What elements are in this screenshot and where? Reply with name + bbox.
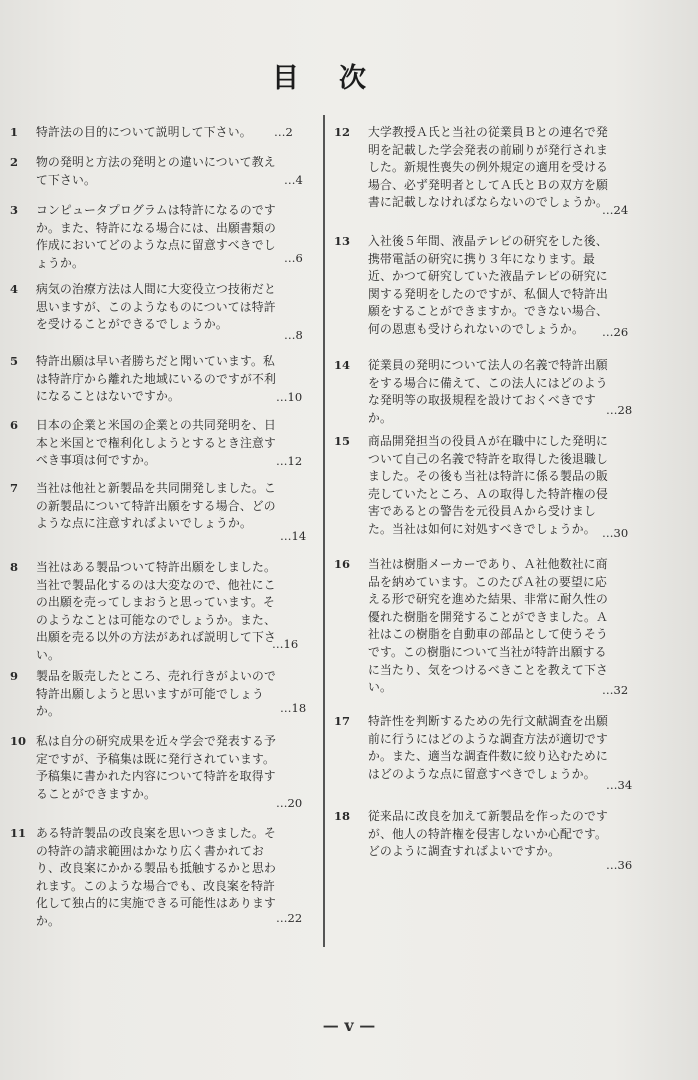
toc-entry-text: 商品開発担当の役員Ａが在職中にした発明について自己の名義で特許を取得した後退職しました。その後も当社は特許に係る製品の販売していたところ、Ａの取得した特許権の侵害であるとの警告を元役員Ａから受けました。当社は如何に対処すべきでしょうか。 <box>368 434 608 536</box>
toc-entry-text: 当社は他社と新製品を共同開発しました。この新製品について特許出願をする場合、どのような点に注意すればよいでしょうか。 <box>36 481 276 531</box>
toc-entry-text: 当社は樹脂メーカーであり、Ａ社他数社に商品を納めています。このたびＡ社の要望に応える形で研究を進めた結果、非常に耐久性の優れた樹脂を開発することができました。Ａ社はこの樹脂を自動車の部品として使うそうです。この樹脂について当社が特許出願するに当たり、気をつけるべきことを教えて下さい。 <box>368 557 608 695</box>
toc-entry-number: 15 <box>334 434 351 448</box>
toc-entry-number: 7 <box>10 481 19 495</box>
toc-entry-page: …34 <box>606 778 633 792</box>
toc-entry-text: 製品を販売したところ、売れ行きがよいので特許出願しようと思いますが可能でしょうか。 <box>36 669 276 719</box>
title-char-right: 次 <box>339 63 366 94</box>
toc-entry-number: 16 <box>334 557 351 571</box>
toc-entry-text: 大学教授Ａ氏と当社の従業員Ｂとの連名で発明を記載した学会発表の前刷りが発行されました。新規性喪失の例外規定の適用を受ける場合、必ず発明者としてＡ氏とＢの双方を願書に記載しなければならないのでしょうか。 <box>368 125 608 210</box>
toc-entry-page: …30 <box>602 526 629 540</box>
toc-entry-page: …12 <box>276 454 303 468</box>
toc-entry-page: …32 <box>602 683 629 697</box>
toc-entry-page: …16 <box>272 637 299 651</box>
toc-entry-page: …36 <box>606 858 633 872</box>
toc-entry-page: …26 <box>602 325 629 339</box>
toc-entry-page: …28 <box>606 403 633 417</box>
toc-entry-text: 日本の企業と米国の企業との共同発明を、日本と米国とで権利化しようとするとき注意すべき事項は何ですか。 <box>36 418 276 468</box>
toc-entry-text: 従業員の発明について法人の名義で特許出願をする場合に備えて、この法人にはどのような発明等の取扱規程を設けておくべきですか。 <box>368 358 608 425</box>
toc-entry-page: …24 <box>602 203 629 217</box>
toc-entry-text: 入社後５年間、液晶テレビの研究をした後、携帯電話の研究に携り３年になります。最近、かつて研究していた液晶テレビの研究に関する発明をしたのですが、私個人で特許出願をすることができますか。できない場合、何の恩恵も受けられないのでしょうか。 <box>368 234 608 336</box>
toc-entry-number: 1 <box>10 125 19 139</box>
toc-entry-number: 12 <box>334 125 351 139</box>
toc-entry-number: 18 <box>334 809 351 823</box>
toc-entry-text: 特許性を判断するための先行文献調査を出願前に行うにはどのような調査方法が適切ですか。また、適当な調査件数に絞り込むためにはどのような点に留意すべきでしょうか。 <box>368 714 608 781</box>
toc-entry-number: 6 <box>10 418 19 432</box>
toc-entry-number: 17 <box>334 714 351 728</box>
toc-entry-text: 従来品に改良を加えて新製品を作ったのですが、他人の特許権を侵害しないか心配です。どのように調査すればよいですか。 <box>368 809 608 859</box>
toc-entry-text: 病気の治療方法は人間に大変役立つ技術だと思いますが、このようなものについては特許を受けることができるでしょうか。 <box>36 282 276 332</box>
toc-entry-text: 当社はある製品ついて特許出願をしました。当社で製品化するのは大変なので、他社にこの出願を売ってしまおうと思っています。そのようなことは可能なのでしょうか。また、出願を売る以外の方法があれば説明して下さい。 <box>36 560 276 662</box>
toc-entry-text: 物の発明と方法の発明との違いについて教えて下さい。 <box>36 155 276 187</box>
toc-entry-text: 特許法の目的について説明して下さい。 <box>36 125 252 139</box>
toc-entry-page: …10 <box>276 390 303 404</box>
toc-entry-number: 10 <box>10 734 27 748</box>
toc-entry-text: 特許出願は早い者勝ちだと聞いています。私は特許庁から離れた地域にいるのですが不利になることはないですか。 <box>36 354 276 404</box>
toc-entry-number: 2 <box>10 155 19 169</box>
title-char-left: 目 <box>272 63 299 94</box>
toc-entry-number: 14 <box>334 358 351 372</box>
toc-entry-number: 4 <box>10 282 19 296</box>
toc-entry-number: 5 <box>10 354 19 368</box>
page-number: — v — <box>322 1016 376 1035</box>
toc-entry-page: …8 <box>284 328 303 342</box>
toc-entry-number: 8 <box>10 560 19 574</box>
toc-entry-text: 私は自分の研究成果を近々学会で発表する予定ですが、予稿集は既に発行されています。予稿集に書かれた内容について特許を取得することができますか。 <box>36 734 276 801</box>
toc-entry-page: …6 <box>284 251 303 265</box>
toc-entry-page: …14 <box>280 529 307 543</box>
toc-entry-page: …2 <box>274 125 293 139</box>
toc-entry-number: 9 <box>10 669 19 683</box>
toc-entry-page: …4 <box>284 173 303 187</box>
toc-entry-number: 11 <box>10 826 27 840</box>
toc-entry-number: 3 <box>10 203 19 217</box>
toc-entry-number: 13 <box>334 234 351 248</box>
toc-entry-text: コンピュータプログラムは特許になるのですか。また、特許になる場合には、出願書類の作成においてどのような点に留意すべきでしょうか。 <box>36 203 276 270</box>
toc-entry-page: …18 <box>280 701 307 715</box>
toc-entry-page: …22 <box>276 911 303 925</box>
toc-entry-text: ある特許製品の改良案を思いつきました。その特許の請求範囲はかなり広く書かれており、改良案にかかる製品も抵触するかと思われます。このような場合でも、改良案を特許化して独占的に実施できる可能性はありますか。 <box>36 826 276 928</box>
toc-entry-page: …20 <box>276 796 303 810</box>
